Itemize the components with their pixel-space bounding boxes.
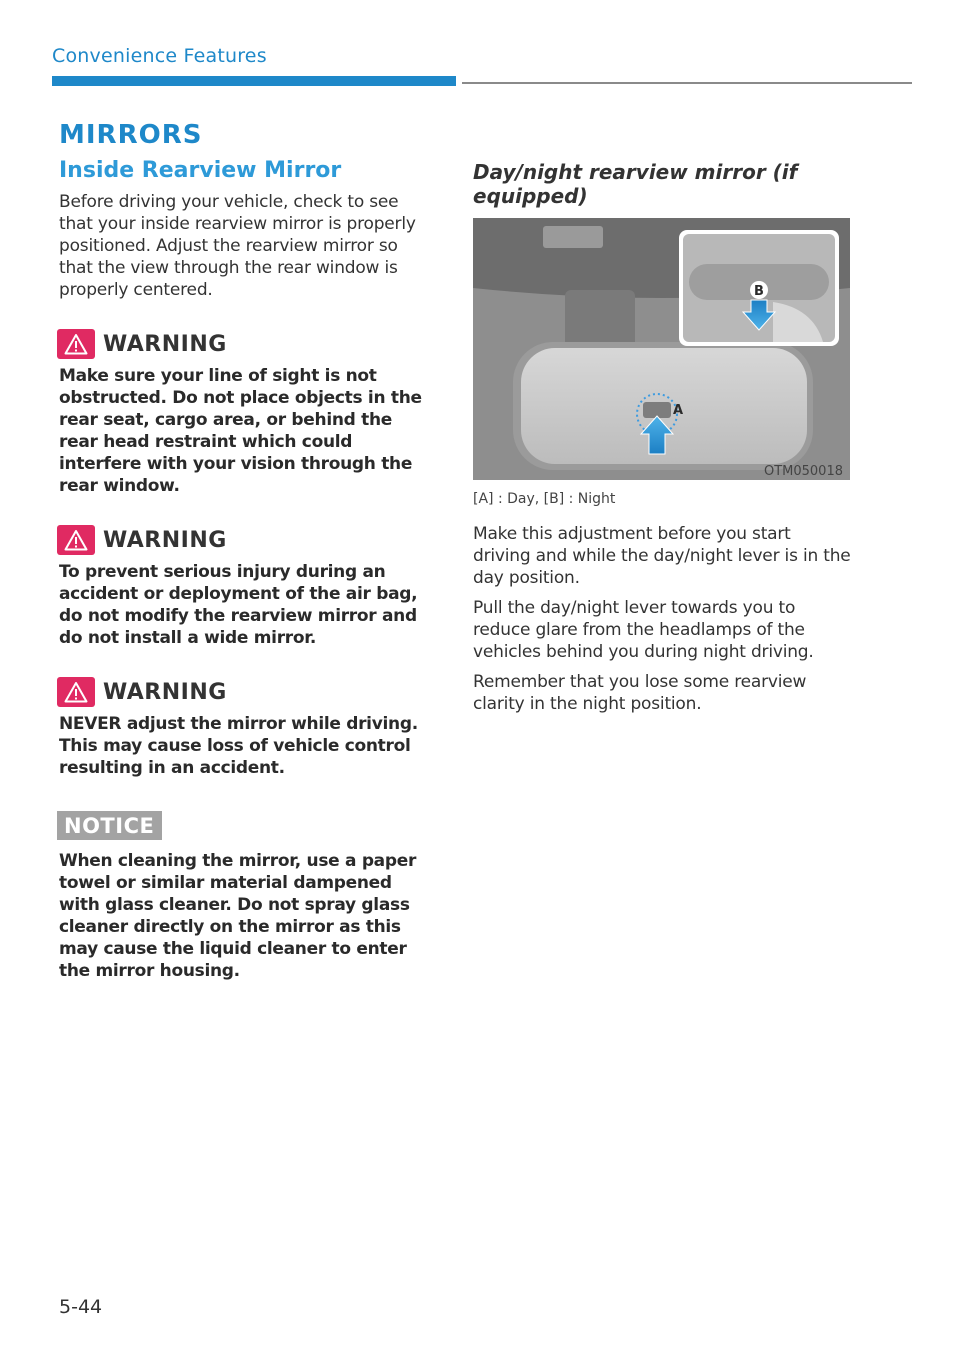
instruction-paragraph: Make this adjustment before you start driving and while the day/night lever is in the day position. — [473, 524, 851, 588]
figure-heading: Day/night rearview mirror (if equipped) — [473, 160, 798, 208]
warning-box-2 — [59, 525, 433, 649]
figure-code: OTM050018 — [763, 464, 843, 479]
warning-triangle-icon — [57, 525, 95, 555]
day-night-instructions — [473, 523, 851, 715]
left-column — [59, 120, 433, 982]
instruction-paragraph: Remember that you lose some rearview clarity in the night position. — [473, 672, 807, 714]
figure-caption: [A] : Day, [B] : Night — [473, 491, 616, 507]
mirror-illustration-graphic — [473, 218, 850, 480]
right-column — [473, 160, 851, 723]
warning-label: WARNING — [103, 679, 227, 705]
callout-label-b: B — [754, 284, 764, 299]
notice-box — [59, 811, 433, 982]
instruction-paragraph: Pull the day/night lever towards you to reduce glare from the headlamps of the vehicles behind you during night driving. — [473, 598, 814, 662]
warning-label: WARNING — [103, 331, 227, 357]
warning-text: NEVER adjust the mirror while driving. This may cause loss of vehicle control resulting in an accident. — [59, 714, 418, 778]
notice-label: NOTICE — [57, 811, 162, 840]
callout-label-a: A — [673, 403, 684, 418]
warning-box-3 — [59, 677, 433, 779]
rearview-mirror-illustration — [473, 218, 850, 480]
warning-label: WARNING — [103, 527, 227, 553]
header-accent-bar — [52, 76, 456, 86]
section-title: MIRRORS — [59, 120, 203, 150]
header-divider-line — [462, 82, 912, 84]
warning-text: To prevent serious injury during an accident or deployment of the air bag, do not modify the rearview mirror and do not install a wide mirror. — [59, 562, 418, 648]
chapter-title: Convenience Features — [52, 45, 267, 67]
warning-text: Make sure your line of sight is not obstructed. Do not place objects in the rear seat, cargo area, or behind the rear head restraint which could interfere with your vision through the rear window. — [59, 366, 422, 496]
notice-text: When cleaning the mirror, use a paper towel or similar material dampened with glass cleaner. Do not spray glass cleaner directly on the mirror as this may cause the liquid cleaner to enter the mirror housing. — [59, 851, 417, 981]
page-number: 5-44 — [59, 1296, 103, 1318]
warning-triangle-icon — [57, 677, 95, 707]
intro-paragraph: Before driving your vehicle, check to see that your inside rearview mirror is properly positioned. Adjust the rearview mirror so that the view through the rear window is properly centered. — [59, 192, 416, 300]
warning-box-1 — [59, 329, 433, 497]
warning-triangle-icon — [57, 329, 95, 359]
subsection-title: Inside Rearview Mirror — [59, 158, 342, 183]
